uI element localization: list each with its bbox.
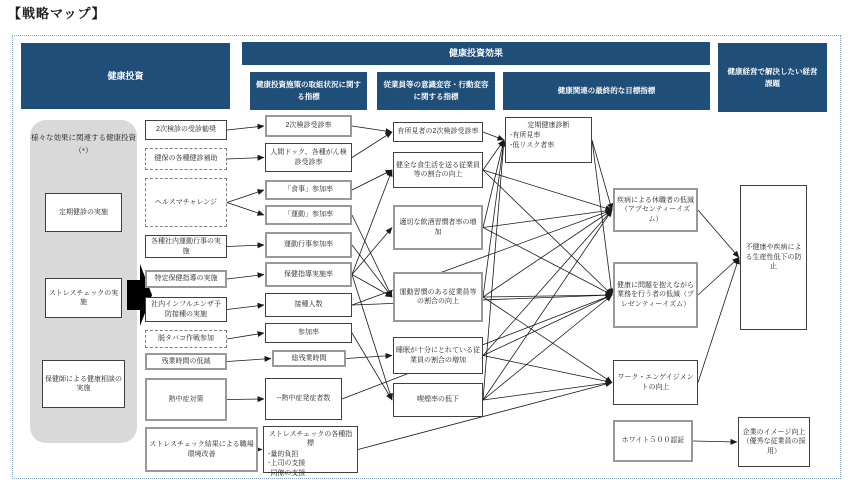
edge-n3_8-n4_6 [352, 333, 392, 400]
node-n5_3: 健康に問題を抱えながら業務を行う者の低減（プレゼンティーイズム） [613, 262, 698, 328]
edge-n4_5-n5_2 [483, 210, 612, 356]
node-bullet: -有所見率 [510, 132, 541, 140]
header-behavior-change-indicators: 従業員等の意識変容・行動変容に関する指標 [377, 72, 495, 110]
edge-n4_3-n5_2 [483, 210, 612, 228]
node-bullet: -上司の支援 [268, 460, 306, 468]
node-n5_5: ホワイト５００認証 [613, 420, 693, 462]
edge-n3_9-n4_5 [346, 356, 392, 359]
page-title: 【戦略マップ】 [8, 6, 106, 21]
node-n3_10: --熱中症発症者数 [265, 378, 342, 420]
edge-n3_4-n4_4 [352, 215, 392, 297]
node-n2_6: 社内インフルエンザ予防接種の実施 [145, 297, 227, 322]
edge-n2_5-n3_6 [227, 275, 264, 280]
edge-n4_6-n5_2 [483, 210, 612, 400]
node-n3_11 [263, 426, 358, 477]
node-n2_8: 残業時間の低減 [145, 353, 227, 370]
edge-n4_6-n5_4 [483, 383, 612, 401]
node-n2_9: 熱中症対策 [145, 378, 227, 421]
node-n1_1: 定期健診の実施 [45, 193, 122, 232]
node-n2_7: 脱タバコ作戦参加 [145, 330, 227, 348]
edge-n5_1-n5_3 [592, 140, 612, 295]
edge-n2_6-n3_7 [227, 305, 264, 310]
node-n2_5: 特定保健指導の実施 [145, 270, 227, 288]
investment-group-title: 様々な効果に関連する健康投資（*） [31, 133, 136, 155]
node-n1_3: 保健師による健康相談の実施 [42, 360, 125, 408]
node-n3_3: 「食事」参加率 [265, 180, 352, 200]
edge-n3_6-n4_3 [352, 228, 392, 275]
node-n6_2: 企業のイメージ向上（優秀な従業員の採用） [738, 417, 810, 467]
edge-n3_3-n4_2 [352, 170, 392, 190]
node-n2_2: 健保の各種健診補助 [145, 148, 227, 170]
edge-n2_4-n3_5 [227, 245, 264, 247]
edge-n4_2-n5_2 [483, 170, 612, 210]
header-investment-effect: 健康投資効果 [242, 42, 710, 65]
edge-n3_1-n4_1 [352, 126, 392, 132]
header-final-target-indicators: 健康関連の最終的な目標指標 [503, 72, 710, 110]
node-n4_6: 喫煙率の低下 [393, 383, 483, 417]
edge-n2_8-n3_9 [227, 359, 271, 362]
node-n3_4: 「運動」参加率 [265, 205, 352, 225]
node-n2_10: ストレスチェック結果による職場環境改善 [145, 427, 258, 472]
node-n3_7: 接種人数 [265, 293, 352, 317]
node-n3_8: 参加率 [265, 323, 352, 343]
node-n3_1: 2次検診受診率 [265, 115, 352, 137]
edge-n5_1-n5_2 [592, 140, 612, 210]
node-bullet: -量的負担 [268, 450, 299, 458]
node-n4_5: 睡眠が十分にとれている従業員の割合の増加 [393, 337, 483, 374]
edge-n4_6-n5_1 [483, 140, 504, 400]
node-n1_2: ストレスチェックの実施 [45, 278, 122, 318]
node-n2_4: 各種社内運動行事の実施 [145, 235, 227, 258]
node-n4_4: 運動習慣のある従業員等の割合の向上 [393, 272, 483, 322]
node-n3_6: 保健指導実施率 [265, 262, 352, 287]
edge-n4_4-n5_2 [483, 210, 612, 297]
edge-n2_3-n3_3 [227, 190, 264, 203]
edge-n4_1-n5_1 [483, 132, 504, 140]
node-n6_1: 不健康や疾病による生産性低下の防止 [740, 185, 807, 330]
node-title: ストレスチェックの各種指標 [268, 431, 353, 448]
node-n2_1: 2次検診の受診勧奨 [145, 120, 227, 140]
node-n3_2: 人間ドック、各種がん検診受診率 [265, 143, 352, 172]
node-n5_4: ワーク・エンゲイジメントの向上 [613, 360, 698, 405]
edge-n4_5-n5_3 [483, 295, 612, 356]
header-initiative-status-indicators: 健康投資施策の取組状況に関する指標 [250, 72, 367, 110]
node-title: 定期健康診断 [527, 122, 570, 129]
node-n2_3: ヘルスマチャレンジ [145, 178, 227, 227]
header-management-issues: 健康経営で解決したい経営課題 [718, 43, 827, 112]
edge-n4_6-n5_3 [483, 295, 612, 400]
edge-n2_1-n3_1 [227, 126, 264, 130]
edge-n2_3-n3_4 [227, 203, 264, 216]
node-bullet: -同僚の支援 [268, 469, 306, 477]
node-n3_5: 運動行事参加率 [265, 232, 352, 258]
node-n4_1: 有所見者の2次検診受診率 [393, 122, 483, 142]
node-n5_2: 疾病による休職者の低減（アブセンティーイズム） [613, 188, 698, 232]
edge-n5_5-n6_2 [693, 441, 737, 442]
edge-n4_3-n5_3 [483, 228, 612, 296]
edge-n2_7-n3_8 [227, 333, 264, 339]
header-health-investment: 健康投資 [21, 43, 230, 109]
edge-n2_2-n3_2 [227, 158, 264, 160]
edge-n4_2-n5_3 [483, 170, 612, 295]
edge-n4_4-n5_4 [483, 297, 612, 383]
edge-n3_2-n4_1 [352, 132, 392, 158]
edge-n2_9-n3_10 [227, 399, 264, 400]
node-bullet: -低リスク者率 [510, 141, 555, 149]
edge-n3_6-n4_2 [352, 170, 392, 275]
node-n3_9: 総残業時間 [272, 350, 346, 367]
edge-n4_5-n5_4 [483, 356, 612, 383]
edge-n5_2-n6_1 [698, 210, 739, 258]
node-n4_3: 適切な飲酒習慣者率の増加 [393, 205, 483, 250]
edge-n3_5-n4_4 [352, 245, 392, 297]
node-n4_2: 健全な食生活を送る従業員等の割合の向上 [393, 152, 483, 188]
node-n5_1 [505, 117, 592, 163]
